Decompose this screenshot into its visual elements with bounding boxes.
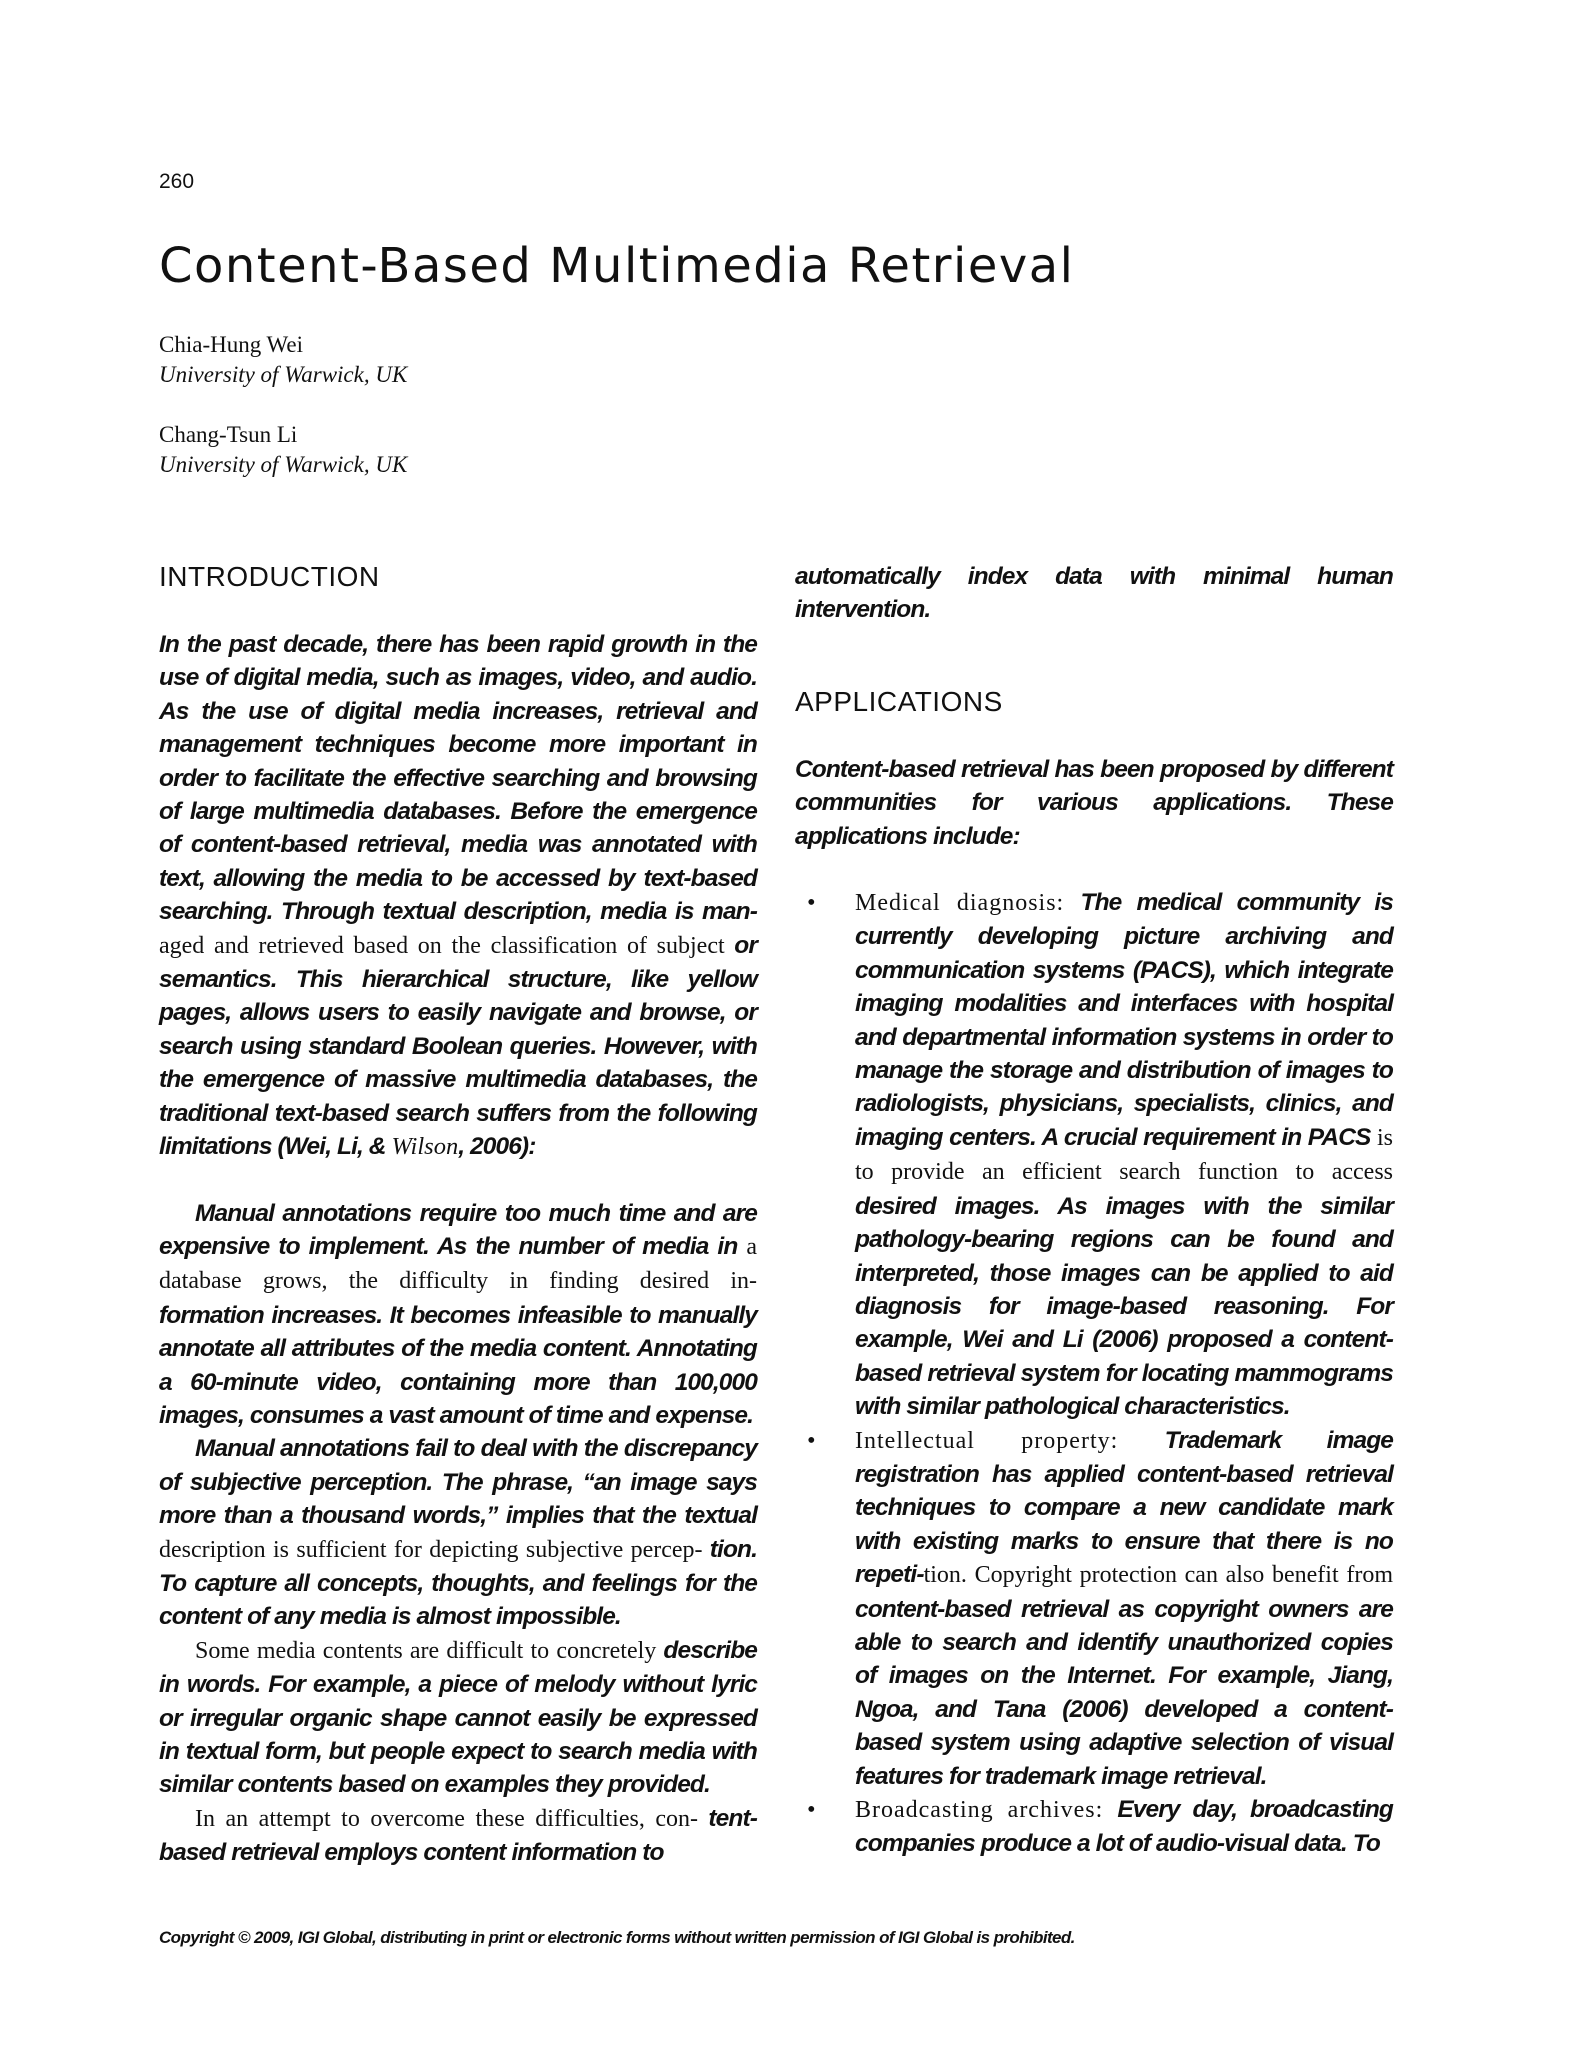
- text-run: Manual annotations fail to deal with the discrepancy of subjective perception. The phrase, “an image says more than a thousand words,” implies that the textual: [159, 1435, 757, 1530]
- intro-paragraph-2: [159, 1197, 757, 1433]
- text-run-serif: In an attempt to overcome these difficulties, con-: [195, 1805, 698, 1832]
- text-run: tion. To capture all concepts, thoughts, and feelings for the content of any media is almost impossible.: [159, 1535, 757, 1631]
- text-run: The medical community is currently developing picture archiving and communication systems (PACS), which integrate imaging modalities and interfaces with hospital and departmental information systems in order to manage the storage and distribution of images to radiologists, physicians, specialists, clinics, and imaging centers. A crucial requirement in PACS: [855, 889, 1394, 1151]
- text-run: , 2006):: [458, 1133, 536, 1161]
- text-run: describe in words. For example, a piece of melody without lyric or irregular organic shape cannot easily be expressed in textual form, but people expect to search media with similar contents based on examples they provided.: [159, 1636, 758, 1799]
- continuation-paragraph: automatically index data with minimal human intervention.: [795, 563, 1393, 624]
- text-run: content-based retrieval as copyright owners are able to search and identify unauthorized copies of images on the Internet. For example, Jiang, Ngoa, and Tana (2006) developed a content-based system using adaptive selection of visual features for trademark image retrieval.: [855, 1595, 1393, 1790]
- copyright-footer: Copyright © 2009, IGI Global, distributing in print or electronic forms without written permission of IGI Global is prohibited.: [159, 1928, 1075, 1947]
- text-run: Every day, broadcasting companies produce a lot of audio-visual data. To: [855, 1796, 1393, 1858]
- text-run: tent-based retrieval employs content information to: [159, 1804, 757, 1867]
- text-run: or semantics. This hierarchical structure, like yellow pages, allows users to easily navigate and browse, or search using standard Boolean queries. However, with the emergence of massive multimedia databases, the traditional text-based search suffers from the following limitations (Wei, Li, &: [159, 931, 757, 1161]
- introduction-heading: INTRODUCTION: [159, 561, 380, 592]
- bullet-term: Medical diagnosis:: [855, 890, 1081, 917]
- bullet-icon: •: [807, 889, 815, 917]
- text-run-serif: Some media contents are difficult to concretely: [195, 1637, 657, 1664]
- text-run: In the past decade, there has been rapid growth in the use of digital media, such as images, video, and audio. As the use of digital media increases, retrieval and management techniques become more important in order to facilitate the effective searching and browsing of large multimedia databases. Before the emergence of content-based retrieval, media was annotated with text, allowing the media to be accessed by text-based searching. Through textual description, media is man-: [159, 631, 757, 926]
- page-number: 260: [159, 170, 195, 193]
- right-column: [795, 560, 1393, 1861]
- text-run-serif: a database grows, the difficulty in finding desired in-: [159, 1233, 757, 1295]
- author-affiliation: University of Warwick, UK: [159, 452, 408, 477]
- list-item: [795, 1424, 1393, 1793]
- intro-paragraph-3: [159, 1432, 757, 1633]
- text-run-serif: tion. Copyright protection can also benefit from: [923, 1562, 1393, 1589]
- intro-paragraph-4: [159, 1634, 757, 1802]
- applications-list: [795, 886, 1393, 1861]
- bullet-term: Broadcasting archives:: [855, 1797, 1118, 1823]
- text-run: formation increases. It becomes infeasible to manually annotate all attributes of the media content. Annotating a 60-minute video, containing more than 100,000 images, consumes a vast amount of time and expense.: [159, 1301, 757, 1429]
- text-run-serif: is to provide an efficient search function to access: [855, 1124, 1393, 1186]
- list-item: [795, 1793, 1393, 1861]
- bullet-icon: •: [807, 1426, 815, 1454]
- applications-heading: APPLICATIONS: [795, 685, 1003, 717]
- text-run: Manual annotations require too much time and are expensive to implement. As the number of media in: [159, 1199, 757, 1260]
- list-item: [795, 886, 1393, 1424]
- author-affiliation: University of Warwick, UK: [159, 362, 408, 387]
- author-name: Chia-Hung Wei: [159, 332, 304, 357]
- author-1: [159, 330, 407, 390]
- citation-author: Wilson: [391, 1133, 459, 1161]
- text-run: desired images. As images with the similar pathology-bearing regions can be found and interpreted, those images can be applied to aid diagnosis for image-based reasoning. For example, Wei and Li (2006) proposed a content-based retrieval system for locating mammograms with similar pathological characteristics.: [855, 1192, 1393, 1421]
- text-run-serif: aged and retrieved based on the classification of subject: [159, 932, 725, 959]
- text-run: Trademark image registration has applied content-based retrieval techniques to compare a new candidate mark with existing marks to ensure that there is no repeti-: [855, 1426, 1393, 1589]
- intro-paragraph-5: [159, 1802, 757, 1870]
- author-name: Chang-Tsun Li: [159, 422, 298, 447]
- author-block: [159, 330, 407, 510]
- author-2: [159, 420, 407, 480]
- bullet-term: Intellectual property:: [855, 1427, 1165, 1454]
- bullet-icon: •: [807, 1796, 815, 1823]
- text-run-serif: description is sufficient for depicting subjective percep-: [159, 1536, 703, 1563]
- applications-intro: Content-based retrieval has been proposed by different communities for various applications. These applications include:: [795, 755, 1393, 850]
- article-title: Content-Based Multimedia Retrieval: [159, 238, 1075, 294]
- intro-paragraph-1: [159, 628, 757, 1164]
- left-column: [159, 560, 757, 1870]
